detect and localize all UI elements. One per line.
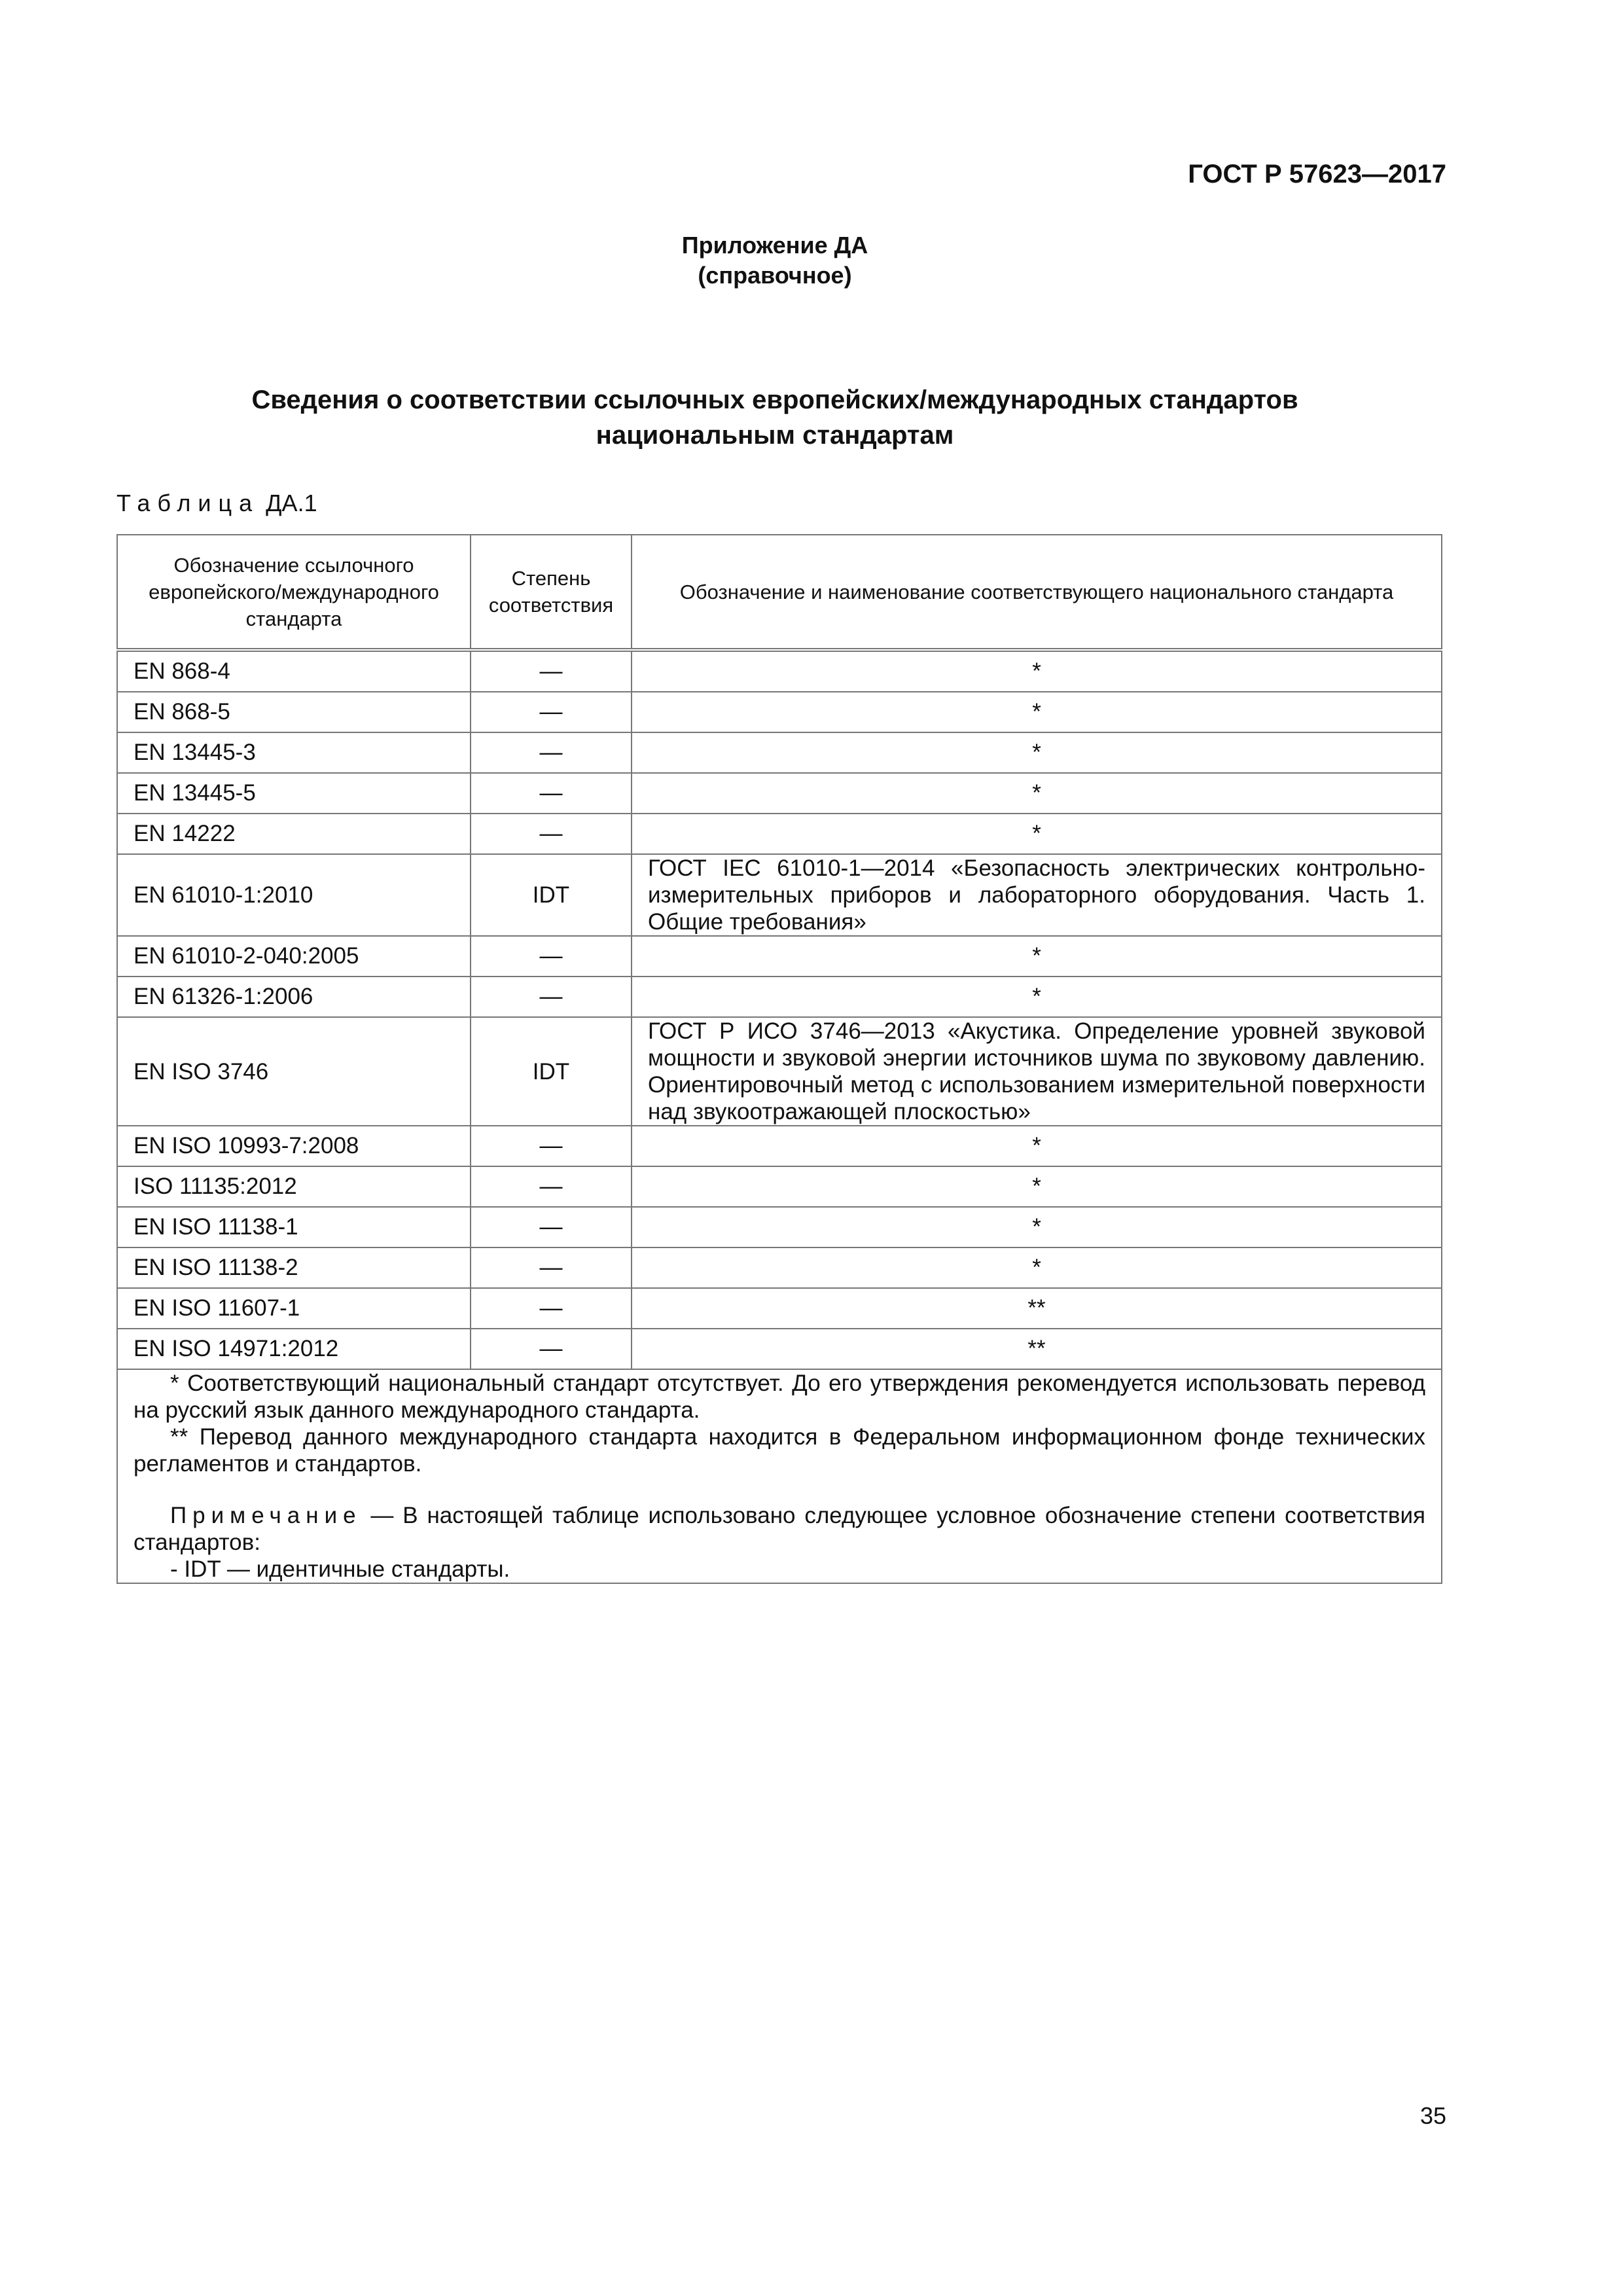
annex-title: Приложение ДА	[681, 232, 868, 259]
degree-cell: —	[471, 814, 632, 854]
standards-table	[116, 534, 1442, 1584]
degree-cell: —	[471, 1126, 632, 1166]
degree-cell: —	[471, 1329, 632, 1369]
reference-code-cell: EN ISO 10993-7:2008	[117, 1126, 471, 1166]
degree-cell: —	[471, 1207, 632, 1247]
table-row	[117, 773, 1442, 814]
degree-cell: —	[471, 773, 632, 814]
reference-code-cell: EN 61326-1:2006	[117, 977, 471, 1017]
section-heading-line-1: Сведения о соответствии ссылочных европейских/международных стандартов	[251, 386, 1298, 414]
column-header-national: Обозначение и наименование соответствующего национального стандарта	[632, 535, 1442, 650]
national-standard-cell: *	[632, 732, 1442, 773]
reference-code-cell: EN ISO 11138-1	[117, 1207, 471, 1247]
note-label: Примечание	[170, 1503, 362, 1528]
section-heading-line-2: национальным стандартам	[596, 421, 954, 450]
reference-code-cell: EN 61010-1:2010	[117, 854, 471, 936]
note-item: - IDT — идентичные стандарты.	[170, 1556, 510, 1582]
reference-code-cell: EN 14222	[117, 814, 471, 854]
degree-cell: —	[471, 692, 632, 732]
table-row	[117, 1207, 1442, 1247]
reference-code-cell: EN 13445-3	[117, 732, 471, 773]
national-standard-cell: *	[632, 977, 1442, 1017]
column-header-reference: Обозначение ссылочного европейского/международного стандарта	[117, 535, 471, 650]
reference-code-cell: EN 868-4	[117, 650, 471, 692]
national-standard-cell: *	[632, 773, 1442, 814]
national-standard-cell: *	[632, 1207, 1442, 1247]
footnote-double-asterisk: ** Перевод данного международного стандарта находится в Федеральном информационном фонде технических регламентов и стандартов.	[134, 1424, 1425, 1477]
national-standard-cell: *	[632, 1247, 1442, 1288]
degree-cell: —	[471, 1247, 632, 1288]
footnote-single-asterisk: * Соответствующий национальный стандарт отсутствует. До его утверждения рекомендуется использовать перевод на русский язык данного международного стандарта.	[134, 1371, 1425, 1423]
national-standard-cell: *	[632, 692, 1442, 732]
reference-code-cell: EN ISO 11607-1	[117, 1288, 471, 1329]
annex-header	[0, 230, 1550, 291]
table-header-row	[117, 535, 1442, 650]
reference-code-cell: EN 13445-5	[117, 773, 471, 814]
table-row	[117, 650, 1442, 692]
national-standard-cell: ГОСТ IEC 61010-1—2014 «Безопасность электрических контрольно-измерительных приборов и лабораторного оборудования. Часть 1. Общие требования»	[632, 854, 1442, 936]
reference-code-cell: EN ISO 11138-2	[117, 1247, 471, 1288]
table-row	[117, 854, 1442, 936]
page-number: 35	[1419, 2102, 1446, 2129]
reference-code-cell: EN 868-5	[117, 692, 471, 732]
table-row	[117, 1329, 1442, 1369]
national-standard-cell: **	[632, 1288, 1442, 1329]
table-note	[134, 1502, 1425, 1556]
table-row	[117, 936, 1442, 977]
table-row	[117, 814, 1442, 854]
reference-code-cell: EN 61010-2-040:2005	[117, 936, 471, 977]
table-footer-row	[117, 1369, 1442, 1583]
reference-code-cell: EN ISO 14971:2012	[117, 1329, 471, 1369]
national-standard-cell: *	[632, 650, 1442, 692]
section-heading	[0, 382, 1550, 453]
column-header-degree: Степень соответствия	[471, 535, 632, 650]
table-row	[117, 1126, 1442, 1166]
national-standard-cell: *	[632, 814, 1442, 854]
national-standard-cell: **	[632, 1329, 1442, 1369]
table-caption-number: ДА.1	[266, 490, 317, 516]
degree-cell: —	[471, 650, 632, 692]
national-standard-cell: *	[632, 1166, 1442, 1207]
table-footer	[117, 1369, 1442, 1583]
national-standard-cell: *	[632, 1126, 1442, 1166]
note-text: — В настоящей таблице использовано следующее условное обозначение степени соответствия стандартов:	[134, 1503, 1425, 1555]
national-standard-cell: *	[632, 936, 1442, 977]
table-caption-label: Таблица	[116, 490, 260, 516]
degree-cell: —	[471, 1288, 632, 1329]
table-row	[117, 1247, 1442, 1288]
table-caption	[116, 490, 317, 517]
degree-cell: —	[471, 1166, 632, 1207]
annex-subtitle: (справочное)	[698, 262, 852, 289]
table-row	[117, 1017, 1442, 1126]
document-code: ГОСТ Р 57623—2017	[1188, 160, 1446, 188]
table-row	[117, 692, 1442, 732]
degree-cell: —	[471, 936, 632, 977]
table-row	[117, 732, 1442, 773]
degree-cell: —	[471, 732, 632, 773]
degree-cell: IDT	[471, 854, 632, 936]
reference-code-cell: EN ISO 3746	[117, 1017, 471, 1126]
national-standard-cell: ГОСТ Р ИСО 3746—2013 «Акустика. Определение уровней звуковой мощности и звуковой энергии источников шума по звуковому давлению. Ориентировочный метод с использованием измерительной поверхности над звукоотражающей плоскостью»	[632, 1017, 1442, 1126]
table-row	[117, 1288, 1442, 1329]
table-row	[117, 1166, 1442, 1207]
degree-cell: —	[471, 977, 632, 1017]
table-row	[117, 977, 1442, 1017]
degree-cell: IDT	[471, 1017, 632, 1126]
reference-code-cell: ISO 11135:2012	[117, 1166, 471, 1207]
